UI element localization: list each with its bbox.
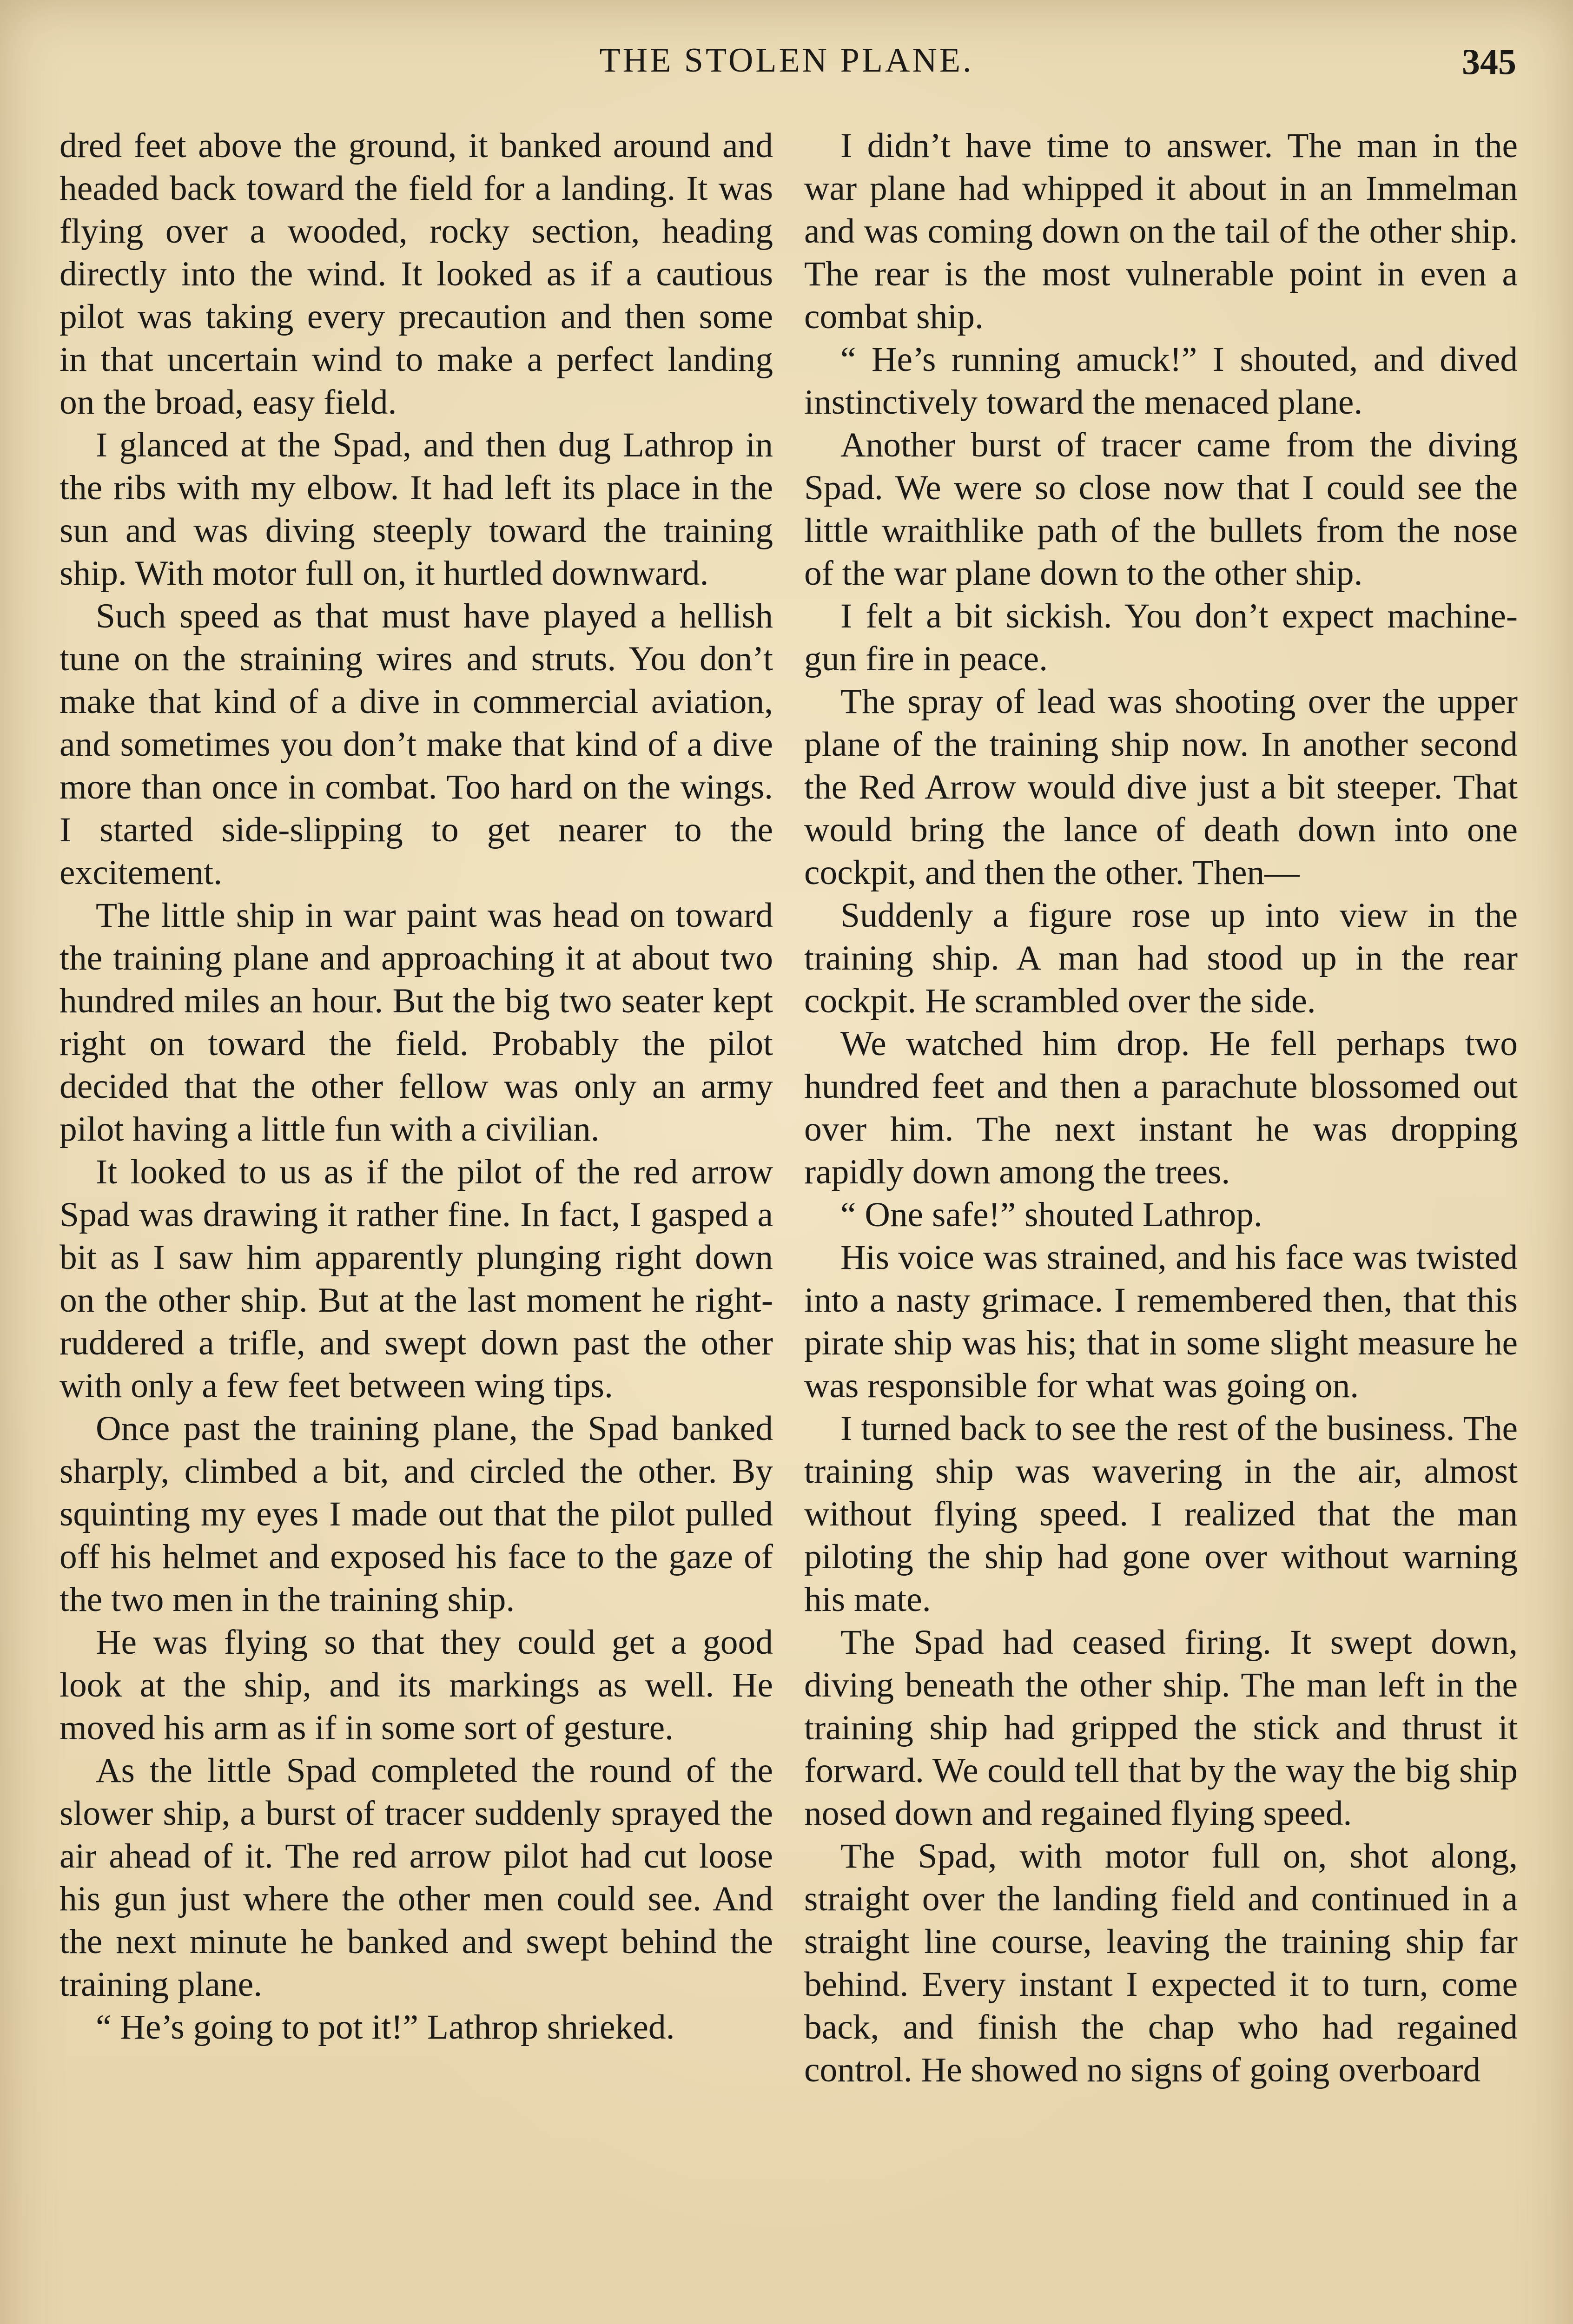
- paragraph: I turned back to see the rest of the business. The training ship was wavering in the air, almost without flying speed. I realized that the man piloting the ship had gone over without warning his mate.: [804, 1409, 1518, 1619]
- running-title: THE STOLEN PLANE.: [599, 41, 974, 79]
- paragraph: I felt a bit sickish. You don’t expect machine-gun fire in peace.: [804, 597, 1518, 678]
- paragraph: “ He’s running amuck!” I shouted, and dived instinctively toward the menaced plane.: [804, 340, 1518, 422]
- paragraph: The little ship in war paint was head on toward the training plane and approaching it at about two hundred miles an hour. But the big two seater kept right on toward the field. Probably the pilot decided that the other fellow was only an army pilot having a little fun with a civilian.: [59, 896, 773, 1149]
- paragraph: Suddenly a figure rose up into view in the training ship. A man had stood up in the rear cockpit. He scrambled over the side.: [804, 896, 1518, 1020]
- paragraph: dred feet above the ground, it banked around and headed back toward the field for a landing. It was flying over a wooded, rocky section, heading directly into the wind. It looked as if a cautious pilot was taking every precaution and then some in that uncertain wind to make a perfect landing on the broad, easy field.: [59, 126, 773, 422]
- paragraph: He was flying so that they could get a good look at the ship, and its markings as well. He moved his arm as if in some sort of gesture.: [59, 1623, 773, 1747]
- paragraph: “ One safe!” shouted Lathrop.: [840, 1195, 1262, 1234]
- left-text-column: [59, 125, 773, 2049]
- paragraph: Such speed as that must have played a hellish tune on the straining wires and struts. You don’t make that kind of a dive in commercial aviation, and sometimes you don’t make that kind of a dive more than once in combat. Too hard on the wings. I started side-slipping to get nearer to the excitement.: [59, 597, 773, 892]
- paragraph: It looked to us as if the pilot of the red arrow Spad was drawing it rather fine. In fact, I gasped a bit as I saw him apparently plunging right down on the other ship. But at the last moment he right-ruddered a trifle, and swept down past the other with only a few feet between wing tips.: [59, 1153, 773, 1405]
- paragraph: I glanced at the Spad, and then dug Lathrop in the ribs with my elbow. It had left its place in the sun and was diving steeply toward the training ship. With motor full on, it hurtled downward.: [59, 426, 773, 593]
- paragraph: The Spad, with motor full on, shot along, straight over the landing field and continued in a straight line course, leaving the training ship far behind. Every instant I expected it to turn, come back, and finish the chap who had regained control. He showed no signs of going overboard: [804, 1837, 1518, 2089]
- paragraph: “ He’s going to pot it!” Lathrop shrieked.: [96, 2008, 675, 2047]
- paragraph: We watched him drop. He fell perhaps two hundred feet and then a parachute blossomed out over him. The next instant he was dropping rapidly down among the trees.: [804, 1024, 1518, 1191]
- paragraph: As the little Spad completed the round of the slower ship, a burst of tracer suddenly sprayed the air ahead of it. The red arrow pilot had cut loose his gun just where the other men could see. And the next minute he banked and swept behind the training plane.: [59, 1751, 773, 2004]
- paragraph: Once past the training plane, the Spad banked sharply, climbed a bit, and circled the other. By squinting my eyes I made out that the pilot pulled off his helmet and exposed his face to the gaze of the two men in the training ship.: [59, 1409, 773, 1619]
- paragraph: His voice was strained, and his face was twisted into a nasty grimace. I remembered then, that this pirate ship was his; that in some slight measure he was responsible for what was going on.: [804, 1238, 1518, 1405]
- running-header: [0, 41, 1573, 92]
- right-text-column: [804, 125, 1518, 2092]
- paragraph: The spray of lead was shooting over the upper plane of the training ship now. In another second the Red Arrow would dive just a bit steeper. That would bring the lance of death down into one cockpit, and then the other. Then—: [804, 682, 1518, 892]
- paragraph: The Spad had ceased firing. It swept down, diving beneath the other ship. The man left in the training ship had gripped the stick and thrust it forward. We could tell that by the way the big ship nosed down and regained flying speed.: [804, 1623, 1518, 1833]
- paragraph: I didn’t have time to answer. The man in the war plane had whipped it about in an Immelman and was coming down on the tail of the other ship. The rear is the most vulnerable point in even a combat ship.: [804, 126, 1518, 336]
- paragraph: Another burst of tracer came from the diving Spad. We were so close now that I could see the little wraithlike path of the bullets from the nose of the war plane down to the other ship.: [804, 426, 1518, 593]
- page-number: 345: [1462, 41, 1516, 82]
